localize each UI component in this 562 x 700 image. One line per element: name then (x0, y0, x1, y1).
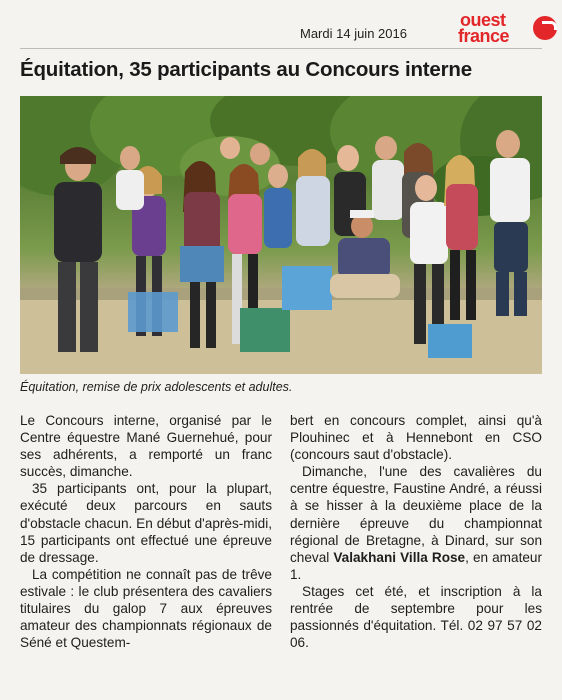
paragraph-4-text-end: , en amateur 1. (290, 549, 542, 582)
group-photo-illustration (20, 96, 542, 374)
logo-word-ouest: ouest (460, 10, 506, 30)
article-paragraph-2: 35 participants ont, pour la plupart, exécuté deux parcours en sauts d'obstacle chacun. En début d'après-midi, 15 participants ont effectué une épreuve de dressage. (20, 481, 272, 565)
article-paragraph-4 (290, 463, 542, 583)
header-divider (20, 48, 542, 49)
article-column-left (20, 412, 272, 651)
article-paragraph-3-continued: bert en concours complet, ainsi qu'à Plouhinec et à Hennebont en CSO (concours saut d'obstacle). (290, 413, 542, 463)
logo-word-france: france (458, 26, 510, 46)
logo-mark-icon (533, 16, 557, 40)
article-paragraph-1: Le Concours interne, organisé par le Centre équestre Mané Guernehué, pour ses adhérents, a remporté un franc succès, dimanche. (20, 413, 272, 480)
paragraph-4-text-start: Dimanche, l'une des cavalières du centre équestre, Faustine André, a réussi à se hisser à la deuxième place de la dernière épreuve du championnat régional de Bretagne, à Dinard, sur son cheval (290, 464, 542, 565)
arena-edge (20, 288, 542, 300)
article-paragraph-3: La compétition ne connaît pas de trêve estivale : le club présentera des cavaliers titulaires du galop 7 aux épreuves amateur des championnats régionaux de Séné et Questem- (20, 566, 272, 651)
article-paragraph-5: Stages cet été, et inscription à la rentrée de septembre pour les passionnés d'équitation. Tél. 02 97 57 02 06. (290, 583, 542, 651)
horse-name: Valakhani Villa Rose (333, 549, 466, 565)
article-headline: Équitation, 35 participants au Concours interne (20, 58, 472, 81)
photo-caption: Équitation, remise de prix adolescents et adultes. (20, 380, 293, 394)
ouest-france-logo (458, 10, 558, 50)
article-column-right (290, 412, 542, 651)
group-photo (20, 96, 542, 374)
publication-date: Mardi 14 juin 2016 (300, 26, 407, 41)
